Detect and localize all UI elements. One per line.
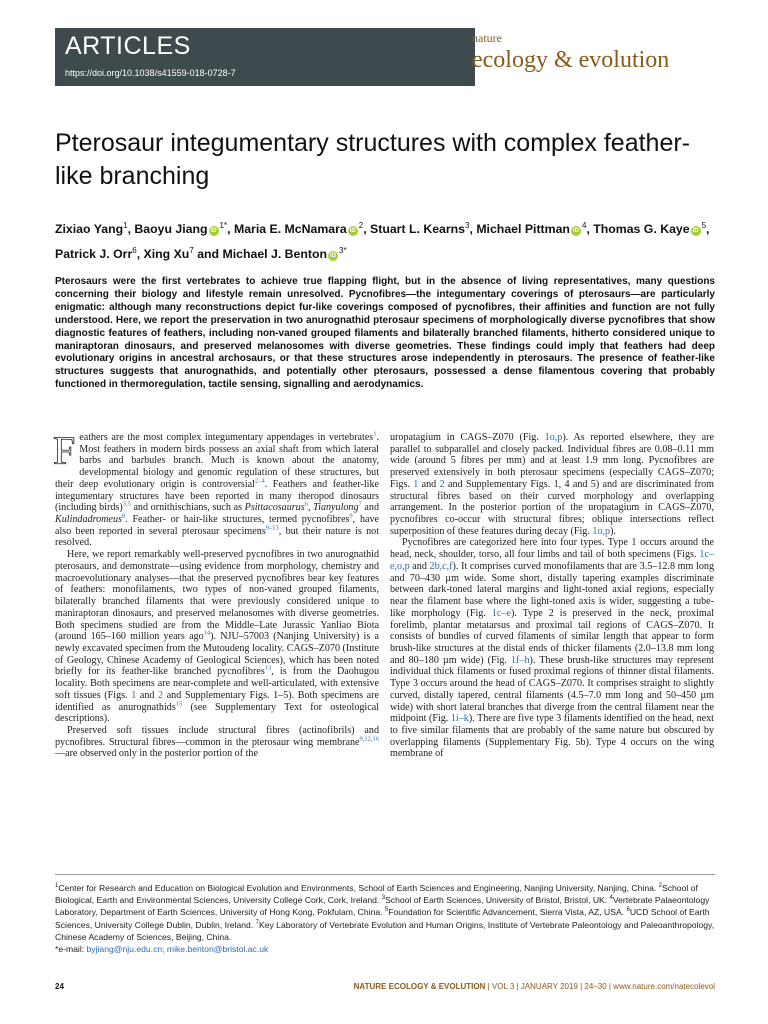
reference-citation[interactable]: 6 xyxy=(304,500,308,508)
text-run: (see Supplementary Text for osteological descriptions). xyxy=(55,701,379,725)
author-separator: , xyxy=(136,247,144,262)
text-run: Vertebrate Palaeontology Laboratory, Department of Earth Sciences, University of Hong Kong, Pokfulam, China. xyxy=(55,895,710,918)
author-affiliation-marker: 7 xyxy=(189,246,194,256)
text-run: ). As reported elsewhere, they are parallel to subparallel and closely packed. Individual fibres are 0.08–0.11 mm wide (around 5 fibres per mm) and at least 1.9 mm long. Pycnofibres are preserved extensively in both pterosaur specimens (especially CAGS–Z070; Figs. xyxy=(390,432,714,490)
article-title: Pterosaur integumentary structures with complex feather-like branching xyxy=(55,129,690,190)
journal-name: ecology & evolution xyxy=(472,47,670,73)
reference-citation[interactable]: 13 xyxy=(264,665,272,673)
text-run: and xyxy=(418,478,440,490)
author-name: Xing Xu xyxy=(143,247,190,262)
text-run: —are observed only in the posterior portion of the xyxy=(55,748,258,760)
email-label: *e-mail: xyxy=(55,944,87,955)
text-run: ). These brush-like structures may represent individual thick filaments or fused proximal regions of thinner distal filaments. Type 3 occurs around the head of CAGS–Z070. It comprises straight to slightly curved, distally tapered, central filaments (4.5–7.0 mm long and 50–450 µm wide) with short lateral branches that diverge from the central filament near the midpoint (Fig. xyxy=(390,654,714,725)
text-run: ). xyxy=(610,525,616,537)
reference-citation[interactable]: 9,12,16 xyxy=(359,735,379,743)
author-affiliation-marker: 5 xyxy=(701,221,707,230)
author-separator: , xyxy=(706,222,710,237)
author-name: Zixiao Yang xyxy=(55,222,124,237)
reference-citation[interactable]: 9 xyxy=(349,512,353,520)
author-affiliation-marker: 3 xyxy=(465,221,470,230)
text-run: ). Type 2 is preserved in the neck, proximal forelimb, plantar metatarsus and proximal tail regions of CAGS–Z070. It consists of bundles of curved filaments of similar length that appear to form brush-like structures at the distal ends of thicker filaments (2.0–13.8 mm long and 80–180 µm wide) (Fig. xyxy=(390,607,714,666)
abstract: Pterosaurs were the first vertebrates to achieve true flapping flight, but in the absence of living representatives, many questions concerning their biology and lifestyle remain unresolved. Pycnofibres—the integumentary coverings of pterosaurs—are particularly enigmatic: although many reconstructions depict fur-like coverings composed of pycnofibres, their affinities and function are not fully understood. Here, we report the preservation in two anurognathid pterosaur specimens of morphologically diverse pycnofibres that show diagnostic features of feathers, including non-vaned grouped filaments and bilaterally branched filaments, hitherto considered unique to maniraptoran dinosaurs, and preserved melanosomes with diverse geometries. These findings could imply that feathers had deep evolutionary origins in ancestral archosaurs, or that these structures arose independently in pterosaurs. The presence of feather-like structures suggests that anurognathids, and potentially other pterosaurs, possessed a dense filamentous covering that probably functioned in thermoregulation, tactile sensing, signalling and aerodynamics. xyxy=(55,276,715,391)
page-footer xyxy=(354,982,715,991)
page-number: 24 xyxy=(55,982,64,991)
text-run: , is from the Daohugou locality. Both specimens are near-complete and well-articulated, with extensive soft tissues (Figs. xyxy=(55,666,380,701)
author-name: Baoyu Jiang xyxy=(134,222,208,237)
author-separator: , xyxy=(469,222,477,237)
text-run: , but their nature is not resolved. xyxy=(55,525,379,549)
reference-citation[interactable]: 5 xyxy=(384,907,389,914)
footer-details[interactable]: | VOL 3 | JANUARY 2019 | 24–30 | www.nature.com/natecolevol xyxy=(485,982,715,991)
reference-citation[interactable]: 14 xyxy=(203,629,211,637)
author-separator: , xyxy=(227,222,234,237)
reference-citation[interactable]: 7 xyxy=(255,919,259,926)
doi-link[interactable]: https://doi.org/10.1038/s41559-018-0728-7 xyxy=(65,68,236,78)
text-run: uropatagium in CAGS–Z070 (Fig. xyxy=(390,432,545,443)
text-run: and ornithischians, such as xyxy=(130,502,245,514)
author-name: Stuart L. Kearns xyxy=(370,222,466,237)
orcid-icon[interactable]: iD xyxy=(692,228,699,235)
figure-link[interactable]: 1o,p xyxy=(592,525,611,537)
text-run: and xyxy=(136,689,159,701)
reference-citation[interactable]: 1 xyxy=(373,430,377,438)
reference-citation[interactable]: 3,5 xyxy=(122,500,131,508)
text-run: and xyxy=(409,560,430,572)
orcid-icon[interactable]: iD xyxy=(210,228,217,235)
reference-citation[interactable]: 2 xyxy=(658,883,662,890)
reference-citation[interactable]: 15 xyxy=(175,700,183,708)
text-run: , xyxy=(307,502,314,514)
author-affiliation-marker: 6 xyxy=(132,246,137,256)
text-run: and Supplementary Figs. 1, 4 and 5) and are discriminated from structural fibres based on their curved morphology and overlapping arrangement. In the posterior portion of the uropatagium in CAGS–Z070, pycnofibres co-occur with structural fibres; oblique intersections reflect superposition of these features during decay (Fig. xyxy=(390,478,714,537)
banner-dark-panel xyxy=(55,28,475,86)
author-name: Michael Pittman xyxy=(476,222,570,237)
reference-citation[interactable]: 9–13 xyxy=(265,524,279,532)
figure-link[interactable]: 1i–k xyxy=(450,713,469,725)
affiliation-text xyxy=(55,883,714,942)
author-name: Patrick J. Orr xyxy=(55,247,133,262)
text-run: . Feather- or hair-like structures, termed pycnofibres xyxy=(125,514,350,526)
author-affiliation-marker: 1 xyxy=(123,221,128,230)
figure-link[interactable]: 2b,c,f xyxy=(429,560,453,572)
text-run: School of Earth Sciences, University of Bristol, Bristol, UK. xyxy=(385,895,610,906)
text-run: , have also been reported in several pterosaur specimens xyxy=(55,514,379,537)
reference-citation[interactable]: 7 xyxy=(358,500,362,508)
text-run: Here, we report remarkably well-preserved pycnofibres in two anurognathid pterosaurs, and demonstrate—using evidence from morphology, chemistry and macroevolutionary analyses—that the preserved pycnofibres bear key features of feathers: monofilaments, two types of non-vaned grouped filaments, bilaterally branched filaments that were previously considered unique to maniraptoran dinosaurs, and preserved melanosomes with diverse geometries. Both specimens studied are from the Middle–Late Jurassic Yanliao Biota (around 165–160 million years ago xyxy=(55,549,379,643)
reference-citation[interactable]: 2–4 xyxy=(254,477,265,485)
text-run: . Most feathers in modern birds possess an axial shaft from which lateral barbs and barbules branch. Much is known about the anatomy, developmental biology and genomic regulation of these structures, but their deep evolutionary origin is controversial xyxy=(55,432,379,490)
orcid-icon[interactable]: iD xyxy=(572,228,579,235)
author-affiliation-marker: 3* xyxy=(339,246,347,256)
reference-citation[interactable]: 4 xyxy=(609,895,613,902)
body-paragraph xyxy=(53,428,380,549)
body-paragraph xyxy=(55,549,379,725)
body-column-right xyxy=(390,432,714,760)
footnote-rule xyxy=(55,874,715,875)
taxon-name: Psittacosaurus xyxy=(244,502,305,514)
reference-citation[interactable]: 6 xyxy=(626,907,630,914)
figure-link[interactable]: 1 xyxy=(131,689,137,701)
orcid-icon[interactable]: iD xyxy=(330,253,337,260)
text-run: and xyxy=(361,502,379,514)
figure-link[interactable]: 1 xyxy=(413,478,419,490)
text-run: and Supplementary Figs. 1–5). Both specimens are identified as anurognathids xyxy=(55,689,380,713)
figure-link[interactable]: 1o,p xyxy=(544,432,563,443)
text-run: Pycnofibres are categorized here into four types. Type 1 occurs around the head, neck, shoulder, torso, all four limbs and tail of both specimens (Figs. xyxy=(390,537,714,561)
taxon-name: Tianyulong xyxy=(313,502,359,514)
orcid-icon[interactable]: iD xyxy=(349,228,356,235)
author-name: Maria E. McNamara xyxy=(233,222,347,237)
text-run: ). NJU–57003 (Nanjing University) is a newly excavated specimen from the Mutoudeng locality. CAGS–Z070 (Institute of Geology, Chinese Academy of Geological Sciences), which has been noted briefly for its feather-like branched pycnofibres xyxy=(55,631,379,678)
affiliations xyxy=(55,882,719,955)
text-run: . Feathers and feather-like integumentary structures have been reported in many theropod dinosaurs (including birds) xyxy=(55,478,380,514)
reference-citation[interactable]: 3 xyxy=(381,895,386,902)
figure-link[interactable]: 1f–h xyxy=(511,654,530,666)
author-affiliation-marker: 2 xyxy=(358,221,364,230)
author-affiliation-marker: 1* xyxy=(219,221,228,230)
figure-link[interactable]: 2 xyxy=(439,478,445,490)
figure-link[interactable]: 1c–e,o,p xyxy=(390,549,714,572)
author-list xyxy=(55,215,720,265)
section-label: ARTICLES xyxy=(65,32,191,60)
author-affiliation-marker: 4 xyxy=(581,221,587,230)
text-run: Preserved soft tissues include structural fibres (actinofibrils) and pycnofibres. Structural fibres—common in the pterosaur wing membrane xyxy=(55,724,379,748)
figure-link[interactable]: 1c–e xyxy=(491,607,511,619)
text-run: Center for Research and Education on Biological Evolution and Environments, School of Earth Sciences and Engineering, Nanjing University, Nanjing, China. xyxy=(58,883,659,893)
body-paragraph xyxy=(390,432,714,537)
author-separator: , xyxy=(363,222,371,237)
body-paragraph xyxy=(55,725,379,760)
text-run: ). There are five type 3 filaments identified on the head, next to five similar filaments that are probably of the same nature but obscured by overlapping filaments (Supplementary Fig. 5b). Type 4 occurs on the wing membrane of xyxy=(390,713,714,760)
text-run: Key Laboratory of Vertebrate Evolution and Human Origins, Institute of Vertebrate Paleontology and Paleoanthropology, Chinese Academy of Sciences, Beijing, China. xyxy=(55,919,715,942)
text-run: School of Biological, Earth and Environmental Sciences, University College Cork, Cork, Ireland. xyxy=(55,883,698,906)
author-name: Michael J. Benton xyxy=(222,247,328,262)
author-separator: and xyxy=(193,247,223,262)
footer-journal: NATURE ECOLOGY & EVOLUTION xyxy=(353,982,486,991)
text-run: ). It comprises curved monofilaments that are 3.5–12.8 mm long and 70–430 µm wide. Some short, distally tapering examples discriminate between dark-toned lateral margins and light-toned axial regions, especially near the filament base where the light-toned axis is wider, suggesting a tube-like morphology (Fig. xyxy=(390,560,714,619)
text-run: UCD School of Earth Sciences, University College Dublin, Dublin, Ireland. xyxy=(55,907,710,930)
drop-cap: F xyxy=(53,428,76,473)
reference-citation[interactable]: 1 xyxy=(55,883,59,890)
body-column-left xyxy=(53,428,380,760)
author-separator: , xyxy=(586,222,594,237)
author-separator: , xyxy=(127,222,135,237)
journal-name-small: nature xyxy=(472,31,502,45)
taxon-name: Kulindadromeus xyxy=(55,514,122,526)
text-run: Foundation for Scientific Advancement, Sierra Vista, AZ, USA. xyxy=(388,907,627,918)
email-links[interactable]: byjiang@nju.edu.cn; mike.benton@bristol.ac.uk xyxy=(86,944,269,955)
figure-link[interactable]: 2 xyxy=(158,689,164,701)
reference-citation[interactable]: 8 xyxy=(121,512,126,520)
body-paragraph xyxy=(390,537,714,760)
text-run: eathers are the most complex integumentary appendages in vertebrates xyxy=(79,432,374,443)
author-name: Thomas G. Kaye xyxy=(593,222,690,237)
